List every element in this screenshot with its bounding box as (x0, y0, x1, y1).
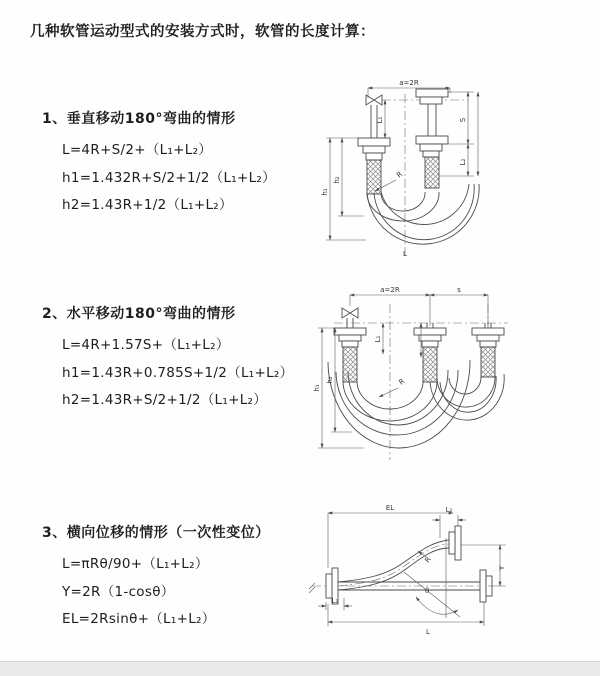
dim-label-L1: L₁ (374, 335, 382, 343)
dimension-h1 (321, 138, 366, 240)
page-title: 几种软管运动型式的安装方式时，软管的长度计算： (30, 24, 375, 40)
dimension-S (439, 92, 474, 176)
dim-label-h2: h₂ (326, 376, 334, 384)
hose-arcs (367, 184, 479, 244)
dim-label-h2: h₂ (333, 176, 341, 184)
dim-label-R: R (395, 170, 405, 180)
formula-Y: Y=2R（1-cosθ） (62, 583, 175, 600)
section-heading: 2、水平移动180°弯曲的情形 (42, 306, 236, 322)
formula-h2: h2=1.43R+1/2（L₁+L₂） (62, 197, 233, 213)
dimension-L1 (318, 597, 352, 610)
dim-label-EL: EL (385, 504, 395, 512)
fittings (334, 318, 504, 382)
section-lateral-displacement (42, 522, 270, 634)
right-fitting (472, 328, 504, 377)
dim-label-theta: θ (425, 587, 430, 595)
valve-icon (366, 95, 382, 105)
dim-label-S: S (459, 117, 467, 123)
dim-label-L2: L₂ (459, 158, 467, 166)
braided-hose-section (425, 157, 439, 188)
left-fitting (334, 328, 366, 382)
formula-L: L=πRθ/90+（L₁+L₂） (62, 556, 209, 572)
dim-label-a2r: a=2R (399, 79, 419, 87)
right-fitting (416, 89, 448, 188)
radius-callout (379, 377, 406, 397)
diagram-vertical-180-bend (308, 64, 580, 262)
formula-h1: h1=1.432R+S/2+1/2（L₁+L₂） (62, 169, 276, 186)
upper-flange (449, 526, 461, 560)
dim-label-L: L (403, 250, 407, 258)
dimension-s (430, 286, 488, 295)
dim-label-L2: L₂ (445, 506, 453, 514)
dim-label-h1: h₁ (321, 188, 329, 196)
scanned-page-edge (0, 661, 600, 676)
dim-label-a2r: a=2R (380, 286, 400, 294)
pipe-break-mark (309, 583, 315, 593)
dim-label-R: R (397, 377, 407, 387)
dim-label-L1: L₁ (331, 597, 339, 605)
section-heading: 1、垂直移动180°弯曲的情形 (42, 111, 236, 127)
formula-h1: h1=1.43R+0.785S+1/2（L₁+L₂） (62, 364, 294, 381)
diagram-horizontal-180-bend (308, 282, 588, 467)
dimension-a2r (350, 286, 488, 326)
valve-icon (342, 308, 358, 318)
formula-L: L=4R+S/2+（L₁+L₂） (62, 142, 213, 158)
section-horizontal-180-bend (42, 303, 293, 415)
dim-label-R: R (423, 555, 433, 565)
dim-label-h1: h₁ (313, 384, 321, 392)
formula-EL: EL=2Rsinθ+（L₁+L₂） (62, 611, 216, 627)
dim-label-s: s (457, 286, 461, 294)
dimension-L2 (459, 92, 478, 176)
dim-label-L: L (426, 628, 430, 636)
formula-h2: h2=1.43R+S/2+1/2（L₁+L₂） (62, 392, 268, 408)
formula-L: L=4R+1.57S+（L₁+L₂） (62, 337, 230, 353)
dimension-h2 (333, 138, 364, 216)
dimension-EL (328, 504, 453, 568)
dimension-L (328, 602, 484, 636)
section-vertical-180-bend (42, 108, 276, 220)
displaced-hose-curve (338, 540, 449, 590)
diagram-lateral-displacement (298, 498, 590, 648)
dim-label-Y: Y (498, 565, 506, 571)
middle-fitting (414, 328, 446, 382)
section-heading: 3、横向位移的情形（一次性变位） (42, 525, 270, 541)
dim-label-L1: L₁ (376, 116, 384, 124)
